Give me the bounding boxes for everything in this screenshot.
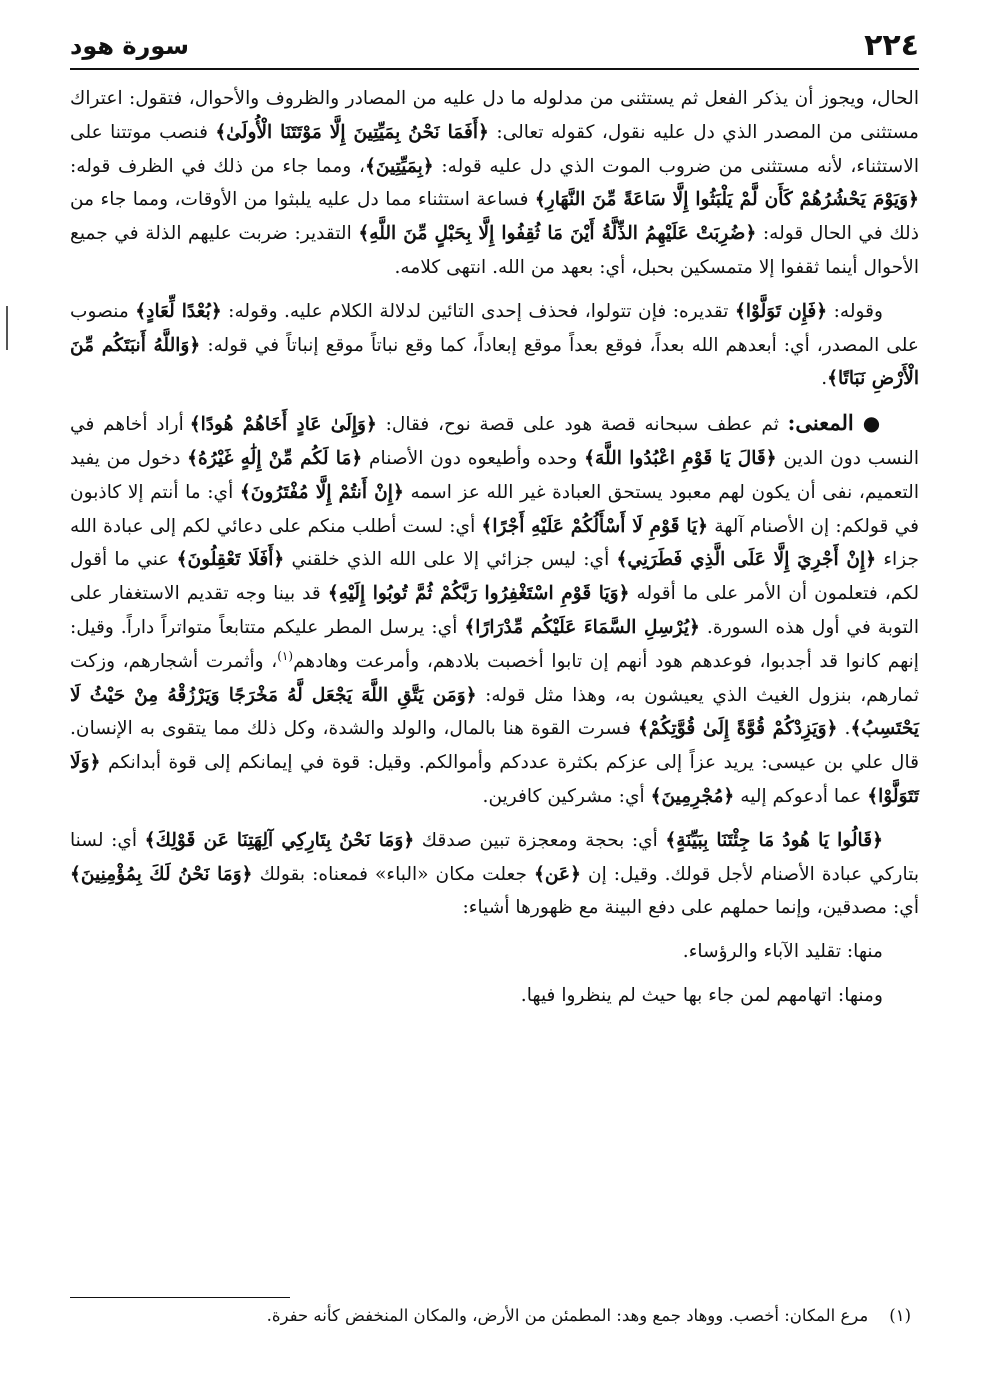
body-text xyxy=(70,82,919,1023)
body-text-run: فسرت القوة هنا بالمال، والولد والشدة، وكل ذلك مما يتقوى به الإنسان. قال علي بن عيسى: يريد عزاً إلى عزكم بكثرة عددكم وأموالكم. وقيل: قوة في إيمانكم إلى قوة أبدانكم xyxy=(70,718,919,774)
bullet-icon: ● xyxy=(853,411,884,436)
body-text-run: فساعة استثناء مما دل عليه يلبثوا من الأوقات، ومما جاء من ذلك في الحال قوله: xyxy=(70,189,919,245)
footnote-reference: (١) xyxy=(277,648,294,663)
body-text-run: أي: مشركين كافرين. xyxy=(482,785,651,807)
footnote-separator xyxy=(70,1297,290,1298)
body-text-run: أي: يرسل المطر عليكم متتابعاً متواتراً داراً. وقيل: إنهم كانوا قد أجدبوا، فوعدهم هود أنهم إن تابوا أخصبت بلادهم، وأمرعت وهادهم xyxy=(70,616,919,672)
page-header xyxy=(70,26,919,70)
footnote-text: مرع المكان: أخصب. ووهاد جمع وهد: المطمئن من الأرض، والمكان المنخفض كأنه حفرة. xyxy=(266,1306,869,1325)
body-text-run: ثم عطف سبحانه قصة هود على قصة نوح، فقال: xyxy=(376,414,788,436)
paragraph xyxy=(70,406,919,814)
quran-verse: ﴿وَمَا نَحْنُ بِتَارِكِي آلِهَتِنَا عَن قَوْلِكَ﴾ xyxy=(144,829,415,851)
quran-verse: ﴿قَالُوا يَا هُودُ مَا جِئْتَنَا بِبَيِّنَةٍ﴾ xyxy=(665,829,883,851)
quran-verse: ﴿عَن﴾ xyxy=(533,863,581,885)
body-text-run: قد بينا وجه تقديم الاستغفار على التوبة في أول هذه السورة. xyxy=(70,583,919,638)
body-text-run: فنصب موتتنا على الاستثناء، لأنه مستثنى من ضروب الموت الذي دل عليه قوله: xyxy=(70,121,919,177)
list-item: ومنها: اتهامهم لمن جاء بها حيث لم ينظروا فيها. xyxy=(520,984,883,1006)
quran-verse: ﴿قَالَ يَا قَوْمِ اعْبُدُوا اللَّهَ﴾ xyxy=(584,447,777,469)
body-text-run: أي: بحجة ومعجزة تبين صدقك xyxy=(414,829,666,851)
quran-verse: ﴿وَيَا قَوْمِ اسْتَغْفِرُوا رَبَّكُمْ ثُمَّ تُوبُوا إِلَيْهِ﴾ xyxy=(327,583,630,605)
quran-verse: ﴿إِنْ أَجْرِيَ إِلَّا عَلَى الَّذِي فَطَرَنِي﴾ xyxy=(616,549,877,571)
footnote xyxy=(70,1302,911,1330)
body-text-run: عني ما أقول لكم، فتعلمون أن الأمر على ما أقوله xyxy=(70,549,920,605)
paragraph xyxy=(70,824,919,925)
body-text-run: الحال، ويجوز أن يذكر الفعل ثم يستثنى من مدلوله ما دل عليه من المصادر والظروف والأحوال، فتقول: اعتراك مستثنى من المصدر الذي دل عليه نقول، كقوله تعالى: xyxy=(70,88,919,143)
body-text-run: أي: ما أنتم إلا كاذبون في قولكم: إن الأصنام آلهة xyxy=(70,481,919,537)
body-text-run: عما أدعوكم إليه xyxy=(734,785,868,807)
quran-verse: ﴿مُجْرِمِينَ﴾ xyxy=(650,785,735,807)
quran-verse: ﴿مَا لَكُم مِّنْ إِلَٰهٍ غَيْرُهُ﴾ xyxy=(187,447,363,469)
quran-verse: ﴿أَفَمَا نَحْنُ بِمَيِّتِينَ إِلَّا مَوْتَتَنَا الْأُولَىٰ﴾ xyxy=(215,121,489,143)
section-heading: المعنى: xyxy=(787,410,854,436)
quran-verse: ﴿بِمَيِّتِينَ﴾ xyxy=(365,155,434,177)
body-text-run: أراد أخاهم في النسب دون الدين xyxy=(70,414,919,469)
paragraph xyxy=(70,295,919,396)
quran-verse: ﴿ضُرِبَتْ عَلَيْهِمُ الذِّلَّةُ أَيْنَ مَا ثُقِفُوا إِلَّا بِحَبْلٍ مِّنَ اللَّهِ﴾ xyxy=(358,223,757,245)
list-item: منها: تقليد الآباء والرؤساء. xyxy=(682,941,883,963)
body-text-run: أي: ليس جزائي إلا على الله الذي خلقني xyxy=(284,549,617,571)
paragraph xyxy=(70,82,919,285)
quran-verse: ﴿وَيَوْمَ يَحْشُرُهُمْ كَأَن لَّمْ يَلْبَثُوا إِلَّا سَاعَةً مِّنَ النَّهَارِ﴾ xyxy=(534,189,919,211)
quran-verse: ﴿وَلَا تَتَوَلَّوْا﴾ xyxy=(70,752,919,807)
body-text-run: التقدير: ضربت عليهم الذلة في جميع الأحوال أينما ثقفوا إلا متمسكين بحبل، أي: بعهد من الله. انتهى كلامه. xyxy=(70,223,919,278)
body-text-run: أي: مصدقين، وإنما حملهم على دفع البينة مع ظهورها أشياء: xyxy=(462,897,919,919)
body-text-run: دخول من يفيد التعميم، نفى أن يكون لهم معبود يستحق العبادة غير الله عز اسمه xyxy=(70,447,919,503)
quran-verse: ﴿وَمَن يَتَّقِ اللَّهَ يَجْعَل لَّهُ مَخْرَجًا وَيَرْزُقْهُ مِنْ حَيْثُ لَا يَحْتَسِبُ﴾ xyxy=(70,684,919,740)
quran-verse: ﴿وَإِلَىٰ عَادٍ أَخَاهُمْ هُودًا﴾ xyxy=(189,414,377,436)
quran-verse: ﴿وَاللَّهُ أَنبَتَكُم مِّنَ الْأَرْضِ نَبَاتًا﴾ xyxy=(70,334,919,390)
body-text-run: تقديره: فإن تتولوا، فحذف إحدى التائين لدلالة الكلام عليه. وقوله: xyxy=(221,300,735,322)
body-text-run: منصوب على المصدر، أي: أبعدهم الله بعداً، فوقع بعداً موقع إبعاداً، كما وقع نباتاً موقع إنباتاً في قوله: xyxy=(70,300,919,356)
quran-verse: ﴿أَفَلَا تَعْقِلُونَ﴾ xyxy=(176,549,285,571)
quran-verse: ﴿إِنْ أَنتُمْ إِلَّا مُفْتَرُونَ﴾ xyxy=(239,481,404,503)
quran-verse: ﴿وَمَا نَحْنُ لَكَ بِمُؤْمِنِينَ﴾ xyxy=(70,863,253,885)
quran-verse: ﴿يَا قَوْمِ لَا أَسْأَلُكُمْ عَلَيْهِ أَجْرًا﴾ xyxy=(481,515,709,537)
body-text-run: جعلت مكان «الباء» فمعناه: بقولك xyxy=(252,863,534,885)
body-text-run: أي: لست أطلب منكم على دعائي لكم إلى عبادة الله جزاء xyxy=(70,515,919,571)
page-number: ٢٢٤ xyxy=(864,28,919,63)
body-text-run: أي: لسنا بتاركي عبادة الأصنام لأجل قولك. وقيل: إن xyxy=(70,829,919,885)
body-text-run: ، ومما جاء من ذلك في الظرف قوله: xyxy=(70,155,365,177)
body-text-run: وقوله: xyxy=(827,300,883,322)
body-text-run: ، وأثمرت أشجارهم، وزكت ثمارهم، بنزول الغيث الذي يعيشون به، وهذا مثل قوله: xyxy=(70,650,919,706)
quran-verse: ﴿وَيَزِدْكُمْ قُوَّةً إِلَىٰ قُوَّتِكُمْ﴾ xyxy=(638,718,838,740)
quran-verse: ﴿فَإِن تَوَلَّوْا﴾ xyxy=(734,300,828,322)
running-title: سورة هود xyxy=(70,32,189,60)
margin-mark xyxy=(6,306,8,350)
body-text-run: . xyxy=(821,368,828,390)
body-text-run: . xyxy=(837,718,851,740)
footnote-marker: (١) xyxy=(889,1306,911,1325)
quran-verse: ﴿يُرْسِلِ السَّمَاءَ عَلَيْكُم مِّدْرَارًا﴾ xyxy=(464,616,700,638)
body-text-run: وحده وأطيعوه دون الأصنام xyxy=(362,447,585,469)
quran-verse: ﴿بُعْدًا لِّعَادٍ﴾ xyxy=(135,300,222,322)
